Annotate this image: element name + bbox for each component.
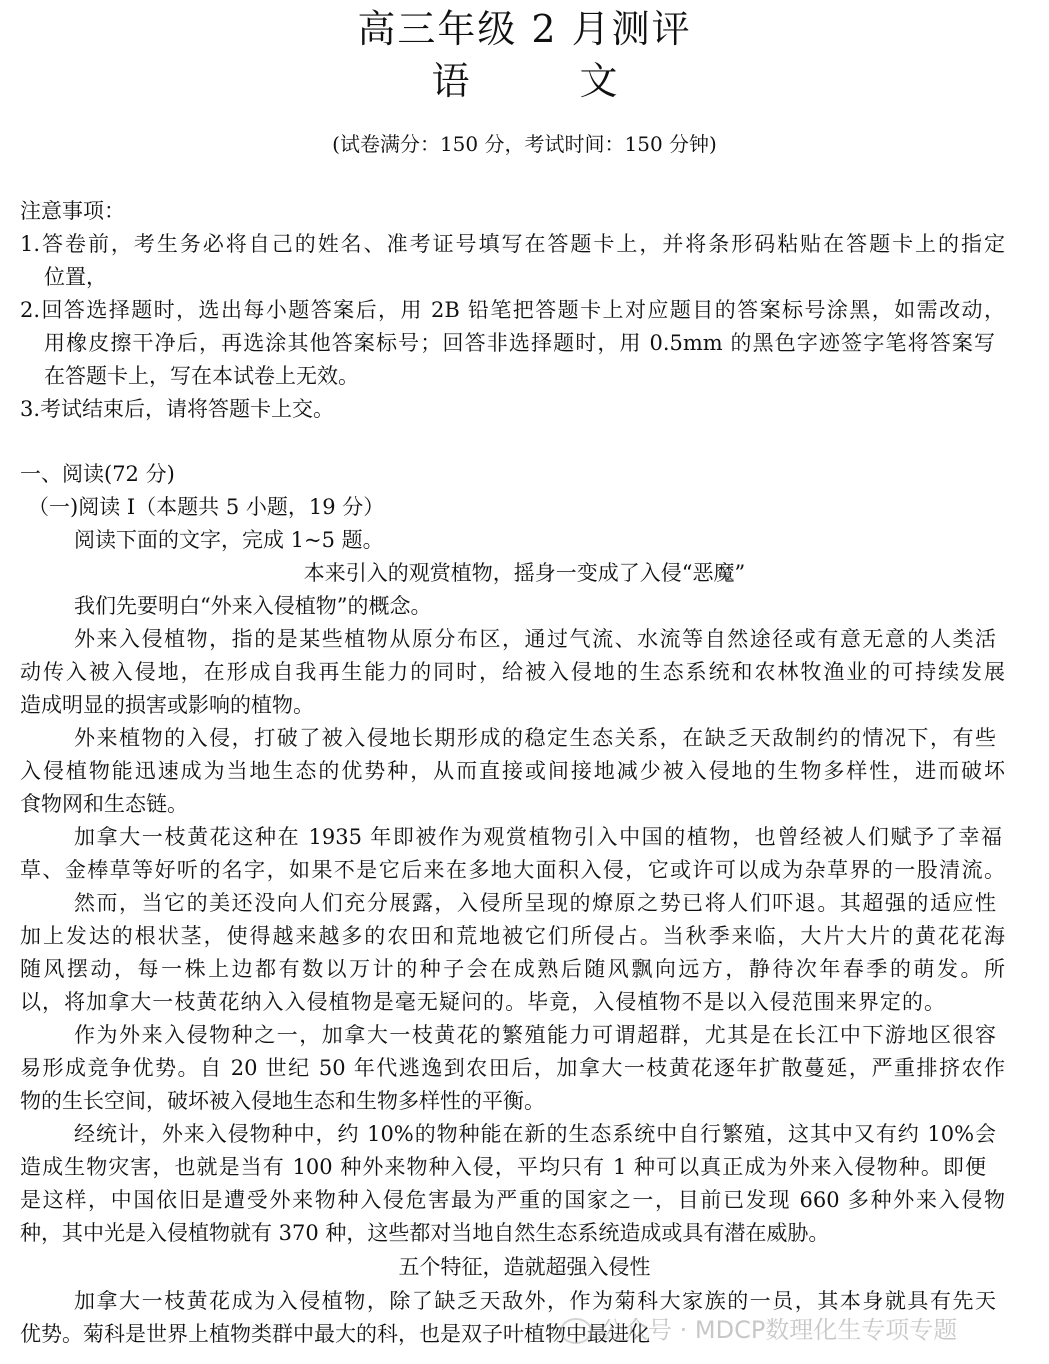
subsection-title: （一)阅读 I（本题共 5 小题，19 分） [28, 495, 385, 519]
paragraph-line: 是这样，中国依旧是遭受外来物种入侵危害最为严重的国家之一，目前已发现 660 多种外来入侵物 [20, 1188, 1005, 1212]
paragraph-line: 种，其中光是入侵植物就有 370 种，这些都对当地自然生态系统造成或具有潜在威胁。 [20, 1221, 830, 1245]
paragraph-line: 造成明显的损害或影响的植物。 [20, 693, 314, 717]
note-line: 位置， [44, 265, 107, 289]
paragraph-line: 加拿大一枝黄花这种在 1935 年即被作为观赏植物引入中国的植物，也曾经被人们赋予了幸福 [74, 825, 1002, 849]
paragraph-line: 入侵植物能迅速成为当地生态的优势种，从而直接或间接地减少被入侵地的生物多样性，进而破坏 [20, 759, 1005, 783]
wechat-icon [560, 1318, 592, 1344]
reading-instruction: 阅读下面的文字，完成 1~5 题。 [74, 528, 384, 552]
exam-title: 高三年级 2 月测评 [357, 7, 692, 51]
paragraph-line: 然而，当它的美还没向人们充分展露，入侵所呈现的燎原之势已将人们吓退。其超强的适应性 [74, 891, 996, 915]
exam-meta: (试卷满分：150 分，考试时间：150 分钟) [332, 132, 717, 156]
subject-title: 语文 [431, 59, 728, 103]
note-line: 3.考试结束后，请将答题卡上交。 [20, 397, 335, 421]
paragraph-line: 以，将加拿大一枝黄花纳入入侵植物是毫无疑问的。毕竟，入侵植物不是以入侵范围来界定的。 [20, 990, 945, 1014]
note-line: 2.回答选择题时，选出每小题答案后，用 2B 铅笔把答题卡上对应题目的答案标号涂黑，如需改动， [20, 298, 1005, 322]
section-heading: 五个特征，造就超强入侵性 [398, 1255, 651, 1279]
paragraph-line: 作为外来入侵物种之一，加拿大一枝黄花的繁殖能力可谓超群，尤其是在长江中下游地区很容 [74, 1023, 996, 1047]
paragraph-line: 经统计，外来入侵物种中，约 10%的物种能在新的生态系统中自行繁殖，这其中又有约 10%会 [74, 1122, 996, 1146]
paragraph-line: 优势。菊科是世界上植物类群中最大的科，也是双子叶植物中最进化 [20, 1322, 650, 1346]
note-line: 在答题卡上，写在本试卷上无效。 [44, 364, 359, 388]
paragraph-line: 易形成竞争优势。自 20 世纪 50 年代逃逸到农田后，加拿大一枝黄花逐年扩散蔓延，严重排挤农作 [20, 1056, 1005, 1080]
paragraph-line: 草、金棒草等好听的名字，如果不是它后来在多地大面积入侵，它或许可以成为杂草界的一股清流。 [20, 858, 1005, 882]
paragraph-line: 外来植物的入侵，打破了被入侵地长期形成的稳定生态关系，在缺乏天敌制约的情况下，有些 [74, 726, 996, 750]
paragraph-line: 食物网和生态链。 [20, 792, 188, 816]
paragraph-line: 随风摆动，每一株上边都有数以万计的种子会在成熟后随风飘向远方，静待次年春季的萌发。所 [20, 957, 1005, 981]
paragraph-line: 加拿大一枝黄花成为入侵植物，除了缺乏天敌外，作为菊科大家族的一员，其本身就具有先天 [74, 1289, 996, 1313]
notes-heading: 注意事项： [20, 199, 125, 223]
paragraph-line: 造成生物灾害，也就是当有 100 种外来物种入侵，平均只有 1 种可以真正成为外来入侵物种。即便 [20, 1155, 986, 1179]
note-line: 用橡皮擦干净后，再选涂其他答案标号；回答非选择题时，用 0.5mm 的黑色字迹签字笔将答案写 [44, 331, 995, 355]
watermark [560, 1300, 1049, 1360]
watermark-text: 公众号 · MDCP数理化生专项专题 [600, 1316, 958, 1344]
paragraph-line: 我们先要明白“外来入侵植物”的概念。 [74, 594, 432, 618]
paragraph-line: 外来入侵植物，指的是某些植物从原分布区，通过气流、水流等自然途径或有意无意的人类活 [74, 627, 996, 651]
paragraph-line: 加上发达的根状茎，使得越来越多的农田和荒地被它们所侵占。当秋季来临，大片大片的黄花花海 [20, 924, 1005, 948]
section-title: 一、阅读(72 分) [20, 462, 175, 486]
paragraph-line: 物的生长空间，破坏被入侵地生态和生物多样性的平衡。 [20, 1089, 545, 1113]
note-line: 1.答卷前，考生务必将自己的姓名、准考证号填写在答题卡上，并将条形码粘贴在答题卡上的指定 [20, 232, 1005, 256]
paragraph-line: 动传入被入侵地，在形成自我再生能力的同时，给被入侵地的生态系统和农林牧渔业的可持续发展 [20, 660, 1005, 684]
article-title: 本来引入的观赏植物，摇身一变成了入侵“恶魔” [303, 561, 746, 585]
